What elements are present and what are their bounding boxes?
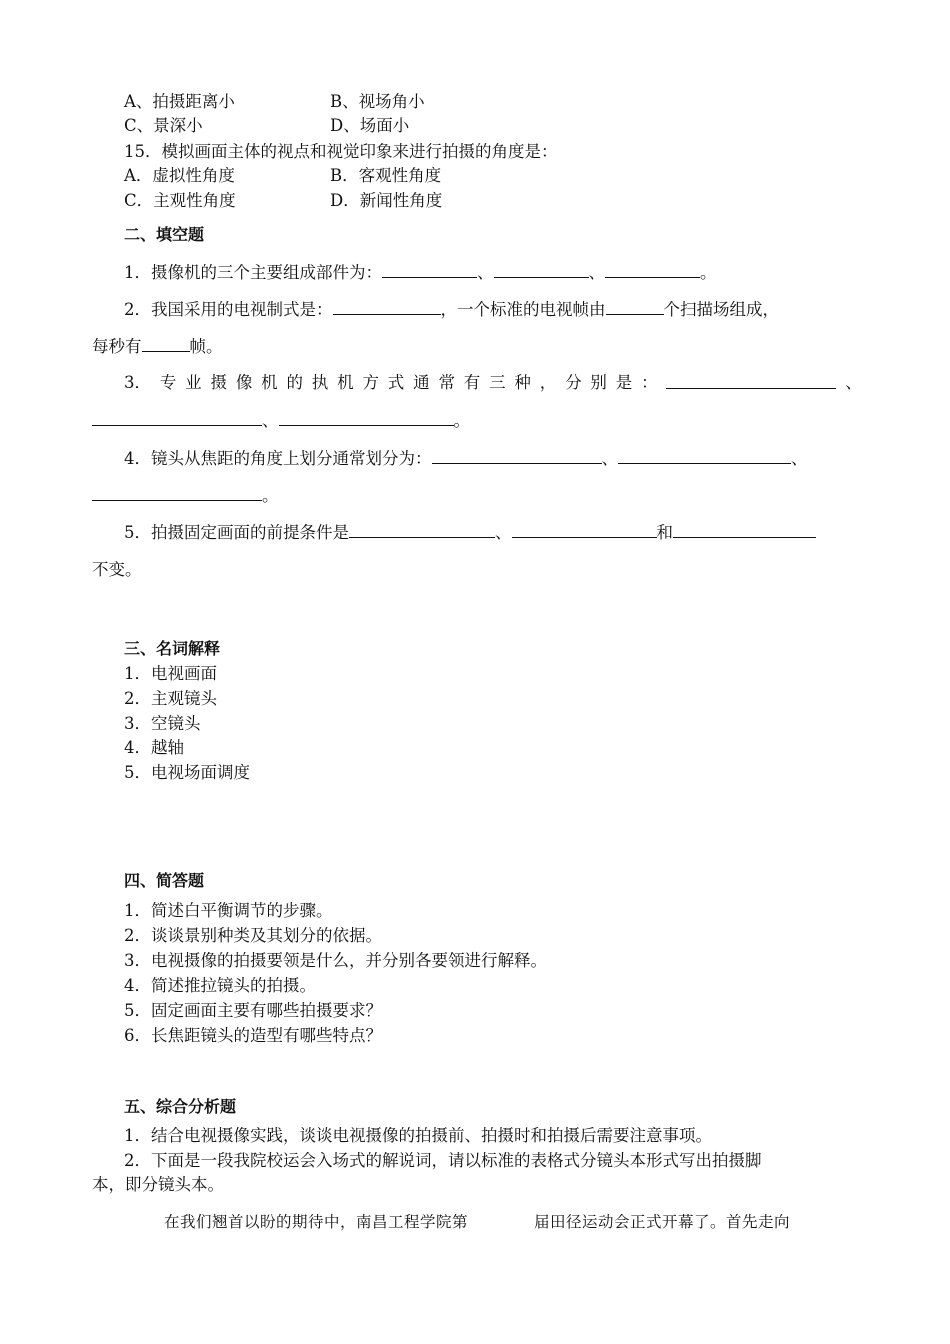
period: 。 <box>453 411 470 430</box>
q15-option-c: C．主观性角度 <box>124 191 236 210</box>
q14-option-a: A、拍摄距离小 <box>124 92 235 111</box>
q15-option-d: D．新闻性角度 <box>330 191 443 210</box>
blank <box>142 336 190 352</box>
fill-q1 <box>124 262 717 283</box>
section-heading-terms: 三、名词解释 <box>124 639 221 658</box>
char: 通 <box>413 373 430 392</box>
list-item: 3．电视摄像的拍摄要领是什么，并分别各要领进行解释。 <box>124 951 547 970</box>
fill-q4-line2 <box>92 485 279 506</box>
list-item: 2．谈谈景别种类及其划分的依据。 <box>124 926 382 945</box>
narration-text-b: 届田径运动会正式开幕了。首先走向 <box>534 1213 791 1231</box>
q15-option-b: B．客观性角度 <box>330 166 442 185</box>
char: 执 <box>311 373 329 392</box>
blank <box>432 448 602 464</box>
char: 常 <box>438 373 455 392</box>
separator: 、 <box>262 411 279 430</box>
section-heading-analysis: 五、综合分析题 <box>124 1097 237 1116</box>
section-heading-fill: 二、填空题 <box>124 225 205 244</box>
separator: 、 <box>588 263 605 282</box>
q14-option-d: D、场面小 <box>330 116 410 135</box>
list-item: 5．电视场面调度 <box>124 763 250 782</box>
list-item: 4．简述推拉镜头的拍摄。 <box>124 976 316 995</box>
separator: 、 <box>477 263 494 282</box>
char: 机 <box>337 373 354 392</box>
blank <box>673 522 816 538</box>
blank <box>382 262 477 278</box>
list-item: 本，即分镜头本。 <box>92 1175 224 1194</box>
fill-q3-line2 <box>92 410 470 431</box>
blank <box>92 485 262 501</box>
q15-option-a: A．虚拟性角度 <box>124 166 235 185</box>
char: ， <box>539 373 557 392</box>
blank <box>494 262 589 278</box>
fill-q2-mid2: 个扫描场组成， <box>663 300 779 319</box>
q14-option-b: B、视场角小 <box>330 92 425 111</box>
list-item: 1．电视画面 <box>124 664 217 683</box>
char: 有 <box>463 373 481 392</box>
char: 的 <box>286 373 303 392</box>
fill-q2-line2b: 帧。 <box>189 337 223 356</box>
separator: 、 <box>845 373 862 392</box>
list-item: 2．下面是一段我院校运会入场式的解说词，请以标准的表格式分镜头本形式写出拍摄脚 <box>124 1151 762 1170</box>
fill-q2-line2 <box>92 336 223 357</box>
list-item: 6．长焦距镜头的造型有哪些特点？ <box>124 1026 382 1045</box>
fill-q3 <box>124 373 862 393</box>
q14-option-c: C、景深小 <box>124 116 203 135</box>
period: 。 <box>700 263 717 282</box>
fill-q2-text: 2．我国采用的电视制式是： <box>124 300 333 319</box>
blank <box>349 522 495 538</box>
char: 式 <box>387 373 405 392</box>
char: 像 <box>235 373 253 392</box>
separator: 、 <box>495 523 512 542</box>
char: 业 <box>185 373 202 392</box>
fill-q5-text: 5．拍摄固定画面的前提条件是 <box>124 523 349 542</box>
fill-q5-line2: 不变。 <box>92 560 142 579</box>
section-heading-short: 四、简答题 <box>124 871 205 890</box>
fill-q2-line2a: 每秒有 <box>92 337 142 356</box>
char: 别 <box>590 373 607 392</box>
list-item: 2．主观镜头 <box>124 689 217 708</box>
blank <box>606 299 664 315</box>
char: 分 <box>565 373 582 392</box>
fill-q5-and: 和 <box>656 523 673 542</box>
q15-stem: 15．模拟画面主体的视点和视觉印象来进行拍摄的角度是： <box>124 142 558 161</box>
char: 是 <box>615 373 633 392</box>
fill-q2-mid: ，一个标准的电视帧由 <box>440 300 606 319</box>
list-item: 5．固定画面主要有哪些拍摄要求？ <box>124 1001 382 1020</box>
blank <box>333 299 441 315</box>
blank <box>666 373 836 389</box>
blank <box>279 410 454 426</box>
fill-q1-text: 1．摄像机的三个主要组成部件为： <box>124 263 382 282</box>
list-item: 1．简述白平衡调节的步骤。 <box>124 901 333 920</box>
char: ： <box>641 373 658 392</box>
fill-q2 <box>124 299 779 320</box>
fill-q4 <box>124 448 808 469</box>
list-item: 4．越轴 <box>124 738 184 757</box>
char: 专 <box>159 373 177 392</box>
fill-q4-text: 4．镜头从焦距的角度上划分通常划分为： <box>124 449 432 468</box>
separator: 、 <box>791 449 808 468</box>
fill-q5 <box>124 522 816 543</box>
blank <box>512 522 657 538</box>
blank <box>605 262 700 278</box>
blank <box>618 448 791 464</box>
char: 三 <box>489 373 506 392</box>
char: 机 <box>261 373 278 392</box>
char: 种 <box>514 373 531 392</box>
narration-text-a: 在我们翘首以盼的期待中，南昌工程学院第 <box>164 1213 469 1231</box>
separator: 、 <box>601 449 618 468</box>
list-item: 3．空镜头 <box>124 714 201 733</box>
char: 方 <box>362 373 379 392</box>
char: 3． <box>124 373 151 392</box>
list-item: 1．结合电视摄像实践，谈谈电视摄像的拍摄前、拍摄时和拍摄后需要注意事项。 <box>124 1126 712 1145</box>
char: 摄 <box>210 373 227 392</box>
period: 。 <box>262 486 279 505</box>
blank <box>92 410 262 426</box>
